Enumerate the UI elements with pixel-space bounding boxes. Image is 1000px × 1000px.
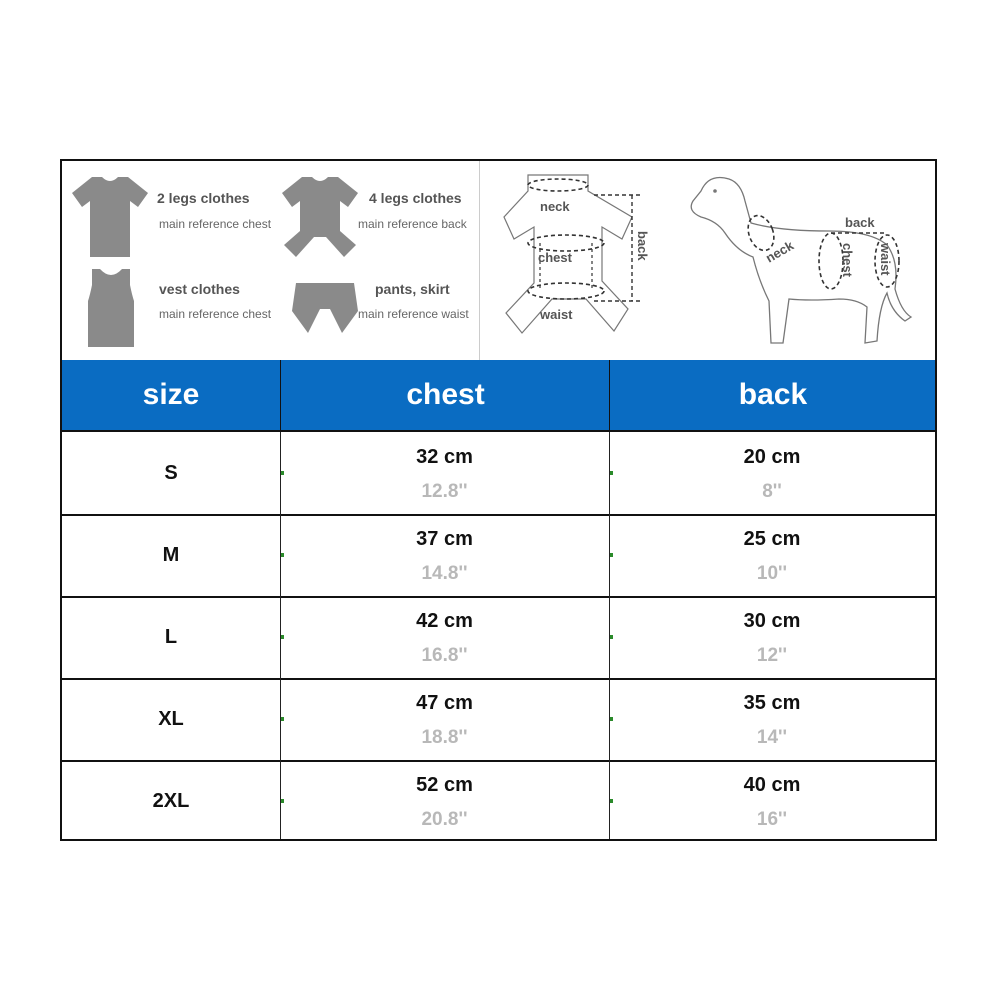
dog-chest-label: chest [840, 243, 855, 277]
chest-cell [280, 514, 609, 596]
cell-marker [610, 635, 613, 639]
chest-cm: 47 cm [416, 692, 473, 714]
four-legs-title: 4 legs clothes [369, 190, 462, 206]
jumpsuit-icon [280, 175, 360, 259]
dog-measurement-diagram [679, 161, 935, 360]
cell-marker [610, 799, 613, 803]
back-cell [609, 678, 935, 760]
back-cell [609, 596, 935, 678]
dog-outline [679, 161, 935, 360]
back-cell [609, 432, 935, 514]
table-row [62, 760, 935, 842]
back-inch: 12'' [756, 645, 788, 666]
chest-inch: 18.8'' [421, 727, 468, 748]
garment-back-label: back [635, 231, 650, 261]
back-cm: 25 cm [743, 528, 801, 550]
cell-marker [281, 471, 284, 475]
cell-marker [610, 553, 613, 557]
size-cell: M [162, 544, 180, 566]
back-inch: 14'' [756, 727, 788, 748]
pants-subtitle: main reference waist [358, 307, 469, 321]
garment-neck-label: neck [540, 199, 570, 214]
chest-cell [280, 760, 609, 842]
dog-back-label: back [845, 215, 875, 230]
chest-cell [280, 596, 609, 678]
size-chart [60, 159, 937, 841]
back-inch: 8'' [762, 481, 782, 502]
chest-inch: 12.8'' [421, 481, 468, 502]
dog-neck-label: neck [763, 237, 797, 266]
table-row [62, 514, 935, 598]
chest-inch: 16.8'' [421, 645, 468, 666]
table-row [62, 678, 935, 762]
vest-subtitle: main reference chest [159, 307, 272, 321]
chest-cell [280, 678, 609, 760]
cell-marker [281, 799, 284, 803]
size-cell: S [164, 462, 178, 484]
pants-icon [290, 281, 360, 335]
header-chest: chest [280, 360, 610, 430]
back-cm: 40 cm [743, 774, 801, 796]
chest-cm: 32 cm [416, 446, 473, 468]
garment-chest-label: chest [538, 250, 572, 265]
header-back: back [609, 360, 936, 430]
garment-waist-label: waist [540, 307, 573, 322]
chest-inch: 14.8'' [421, 563, 468, 584]
table-row [62, 596, 935, 680]
back-cell [609, 514, 935, 596]
back-inch: 10'' [756, 563, 788, 584]
header-size: size [142, 378, 200, 411]
back-cm: 35 cm [743, 692, 801, 714]
size-cell: 2XL [152, 790, 190, 812]
tshirt-icon [70, 175, 150, 259]
back-cm: 30 cm [743, 610, 801, 632]
garment-outline [480, 161, 680, 360]
chest-cm: 37 cm [416, 528, 473, 550]
cell-marker [610, 471, 613, 475]
pants-title: pants, skirt [375, 281, 450, 297]
table-row [62, 432, 935, 516]
chest-cm: 52 cm [416, 774, 473, 796]
back-cm: 20 cm [743, 446, 801, 468]
table-header [62, 360, 935, 432]
chest-cell [280, 432, 609, 514]
four-legs-subtitle: main reference back [358, 217, 467, 231]
chest-cm: 42 cm [416, 610, 473, 632]
size-cell: XL [158, 708, 184, 730]
chest-inch: 20.8'' [421, 809, 468, 830]
two-legs-title: 2 legs clothes [157, 190, 250, 206]
cell-marker [281, 717, 284, 721]
vest-title: vest clothes [159, 281, 240, 297]
garment-measurement-diagram [479, 161, 680, 360]
measurement-guide [62, 161, 935, 362]
dog-waist-label: waist [878, 243, 893, 276]
cell-marker [610, 717, 613, 721]
size-cell: L [164, 626, 178, 648]
back-inch: 16'' [756, 809, 788, 830]
vest-icon [86, 267, 136, 349]
cell-marker [281, 635, 284, 639]
two-legs-subtitle: main reference chest [159, 217, 272, 231]
cell-marker [281, 553, 284, 557]
back-cell [609, 760, 935, 842]
clothing-type-guide [62, 161, 479, 360]
